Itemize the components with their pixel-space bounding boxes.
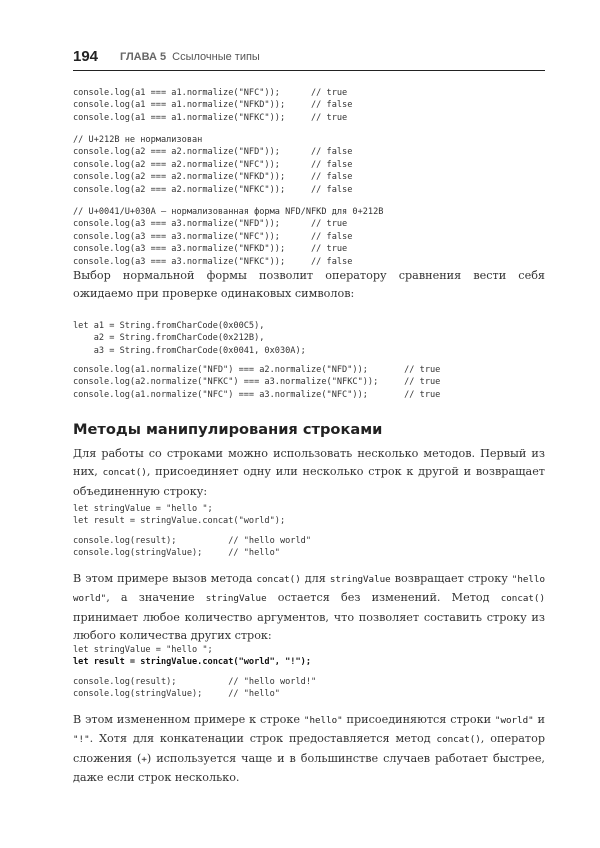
inline-code: stringValue xyxy=(329,574,391,585)
chapter-label: ГЛАВА 5 xyxy=(120,51,167,63)
text: , оператор сложения ( xyxy=(73,732,545,765)
code-comment: // U+212B не нормализован xyxy=(73,135,203,145)
code-line: console.log(a1 === a1.normalize("NFKC")); // true xyxy=(73,112,348,123)
paragraph-normal-form: Выбор нормальной формы позволит оператору сравнения вести себя ожидаемо при проверке одинаковых символов: xyxy=(73,269,545,301)
code-line: console.log(stringValue); // "hello" xyxy=(73,689,280,700)
code-line: console.log(a3 === a3.normalize("NFD")); // true xyxy=(73,219,348,230)
text: , присоединяет одну или несколько строк к другой и возвращает объединенную строку: xyxy=(73,465,545,498)
code-line: console.log(stringValue); // "hello" xyxy=(73,548,280,559)
code-line: a2 = String.fromCharCode(0x212B), xyxy=(73,333,265,344)
code-block-concat-output xyxy=(73,535,311,560)
code-line-highlighted: let result = stringValue.concat("world", "!"); xyxy=(73,657,311,668)
text: Для работы со строками можно использовать несколько методов. Первый из них, xyxy=(73,447,545,479)
text: принимает любое количество аргументов, что позволяет составить строку из любого количества других строк: xyxy=(73,610,545,643)
code-line: console.log(a1 === a1.normalize("NFKD")); // false xyxy=(73,100,353,111)
code-line: let a1 = String.fromCharCode(0x00C5), xyxy=(73,321,265,331)
paragraph-concat-explanation xyxy=(73,570,545,646)
paragraph-concat-conclusion xyxy=(73,711,545,788)
text: В этом измененном примере к строке xyxy=(73,713,304,726)
text: ) используется чаще и в большинстве случаев работает быстрее, даже если строк несколько. xyxy=(73,751,545,785)
inline-code: concat() xyxy=(102,467,147,479)
text: остается без изменений. Метод xyxy=(266,591,501,605)
code-block-concat-multi xyxy=(73,644,311,669)
code-line: console.log(a2.normalize("NFKC") === a3.normalize("NFKC")); // true xyxy=(73,377,441,388)
code-block-a2-normalize xyxy=(73,134,352,196)
inline-code: + xyxy=(141,753,147,765)
inline-code: concat() xyxy=(436,734,481,746)
inline-code: concat() xyxy=(500,593,545,605)
running-title xyxy=(120,51,260,63)
code-line: console.log(a3 === a3.normalize("NFKC")); // false xyxy=(73,256,353,267)
page-header xyxy=(73,48,545,71)
code-block-concat-example xyxy=(73,503,285,528)
chapter-title: Ссылочные типы xyxy=(172,51,260,63)
code-line: console.log(a2 === a2.normalize("NFC")); // false xyxy=(73,159,353,170)
code-line: let stringValue = "hello "; xyxy=(73,504,213,514)
code-line: console.log(a2 === a2.normalize("NFD")); // false xyxy=(73,147,353,158)
inline-code: "!" xyxy=(73,734,90,746)
code-line: a3 = String.fromCharCode(0x0041, 0x030A); xyxy=(73,345,306,356)
inline-code: "hello world" xyxy=(73,574,545,605)
code-line: let stringValue = "hello "; xyxy=(73,645,213,655)
text: возвращает строку xyxy=(390,572,512,585)
text: для xyxy=(300,572,330,585)
code-line: console.log(a2 === a2.normalize("NFKC")); // false xyxy=(73,184,353,195)
code-line: let result = stringValue.concat("world"); xyxy=(73,516,286,527)
code-comment: // U+0041/U+030A – нормализованная форма NFD/NFKD для 0+212B xyxy=(73,207,384,217)
code-line: console.log(a3 === a3.normalize("NFC")); // false xyxy=(73,231,353,242)
inline-code: stringValue xyxy=(205,593,267,605)
code-line: console.log(a2 === a2.normalize("NFKD")); // false xyxy=(73,172,353,183)
section-heading: Методы манипулирования строками xyxy=(73,421,383,438)
code-block-concat-multi-output xyxy=(73,676,316,701)
text: и xyxy=(533,713,546,726)
inline-code: concat() xyxy=(256,574,301,585)
code-block-a3-normalize xyxy=(73,206,383,268)
text: , а значение xyxy=(106,591,206,605)
code-block-comparisons xyxy=(73,364,440,401)
code-line: console.log(a3 === a3.normalize("NFKD")); // true xyxy=(73,244,348,255)
text: . Хотя для конкатенации строк предоставляется метод xyxy=(89,732,437,746)
text: присоединяются строки xyxy=(342,713,495,726)
code-line: console.log(a1 === a1.normalize("NFC")); // true xyxy=(73,88,348,98)
text: В этом примере вызов метода xyxy=(73,572,257,585)
code-block-a1-normalize xyxy=(73,87,352,124)
inline-code: "hello" xyxy=(303,715,343,726)
inline-code: "world" xyxy=(494,715,534,726)
code-line: console.log(result); // "hello world" xyxy=(73,536,311,546)
paragraph-concat-intro xyxy=(73,445,545,501)
code-line: console.log(result); // "hello world!" xyxy=(73,677,317,687)
code-block-declarations xyxy=(73,320,306,357)
code-line: console.log(a1.normalize("NFC") === a3.normalize("NFC")); // true xyxy=(73,389,441,400)
page-number: 194 xyxy=(73,48,99,65)
code-line: console.log(a1.normalize("NFD") === a2.normalize("NFD")); // true xyxy=(73,365,441,375)
